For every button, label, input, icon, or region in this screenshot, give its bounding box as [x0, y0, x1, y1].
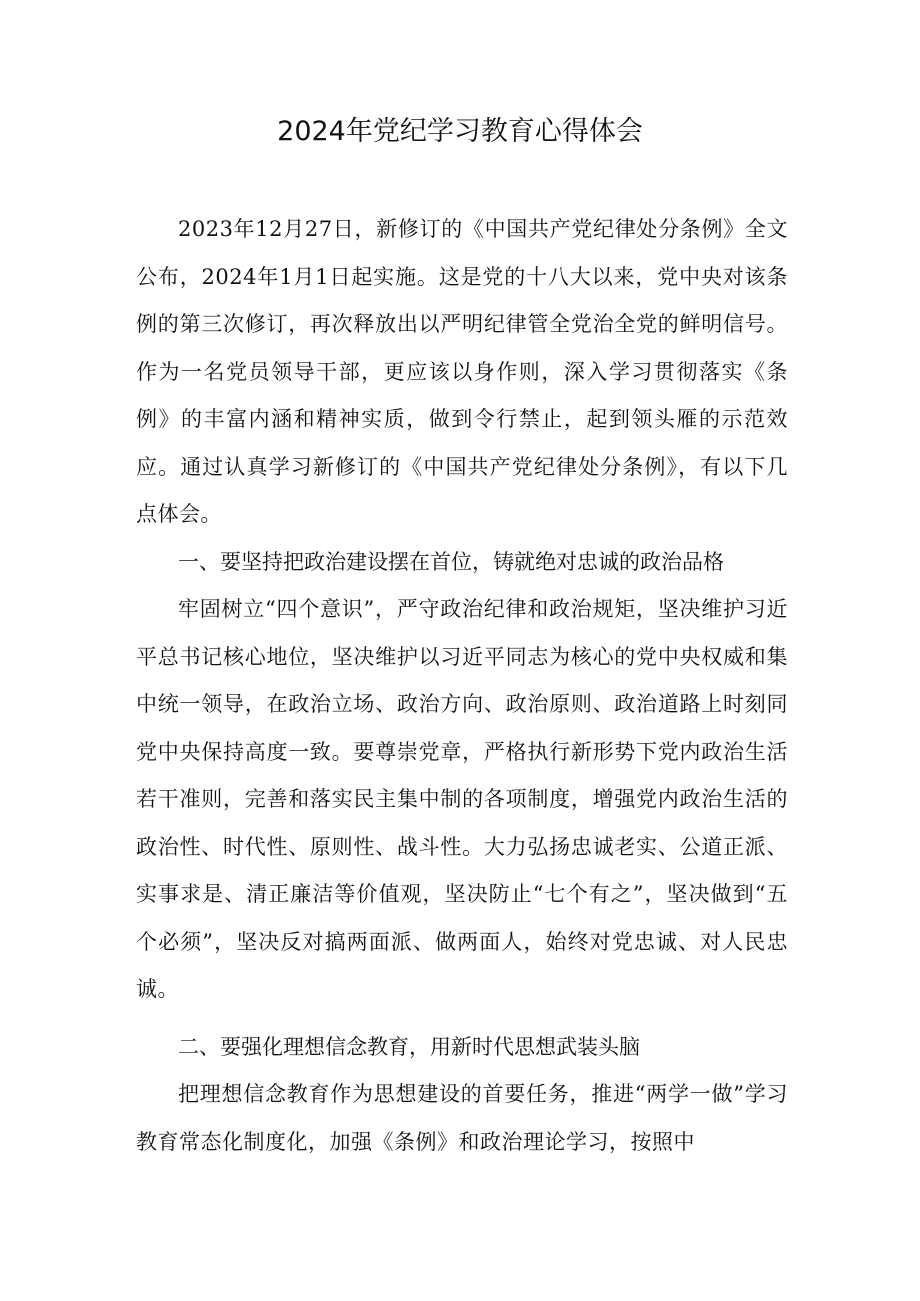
- section-1-paragraph: 牢固树立“四个意识”，严守政治纪律和政治规矩，坚决维护习近平总书记核心地位，坚决维护以习近平同志为核心的党中央权威和集中统一领导，在政治立场、政治方向、政治原则、政治道路上时刻同党中央保持高度一致。要尊崇党章，严格执行新形势下党内政治生活若干准则，完善和落实民主集中制的各项制度，增强党内政治生活的政治性、时代性、原则性、战斗性。大力弘扬忠诚老实、公道正派、实事求是、清正廉洁等价值观，坚决防止“七个有之”，坚决做到“五个必须”，坚决反对搞两面派、做两面人，始终对党忠诚、对人民忠诚。: [136, 597, 788, 1001]
- section-2-paragraph: 把理想信念教育作为思想建设的首要任务，推进“两学一做”学习教育常态化制度化，加强《条例》和政治理论学习，按照中: [136, 1082, 788, 1154]
- document-title: 2024年党纪学习教育心得体会: [277, 116, 643, 147]
- document-body: [136, 206, 788, 1166]
- section-heading-2: 二、要强化理想信念教育，用新时代思想武装头脑: [178, 1034, 640, 1059]
- section-heading-1: 一、要坚持把政治建设摆在首位，铸就绝对忠诚的政治品格: [178, 549, 724, 574]
- intro-paragraph: 2023年12月27日，新修订的《中国共产党纪律处分条例》全文公布，2024年1月1日起实施。这是党的十八大以来，党中央对该条例的第三次修订，再次释放出以严明纪律管全党治全党的鲜明信号。作为一名党员领导干部，更应该以身作则，深入学习贯彻落实《条例》的丰富内涵和精神实质，做到令行禁止，起到领头雁的示范效应。通过认真学习新修订的《中国共产党纪律处分条例》，有以下几点体会。: [136, 217, 788, 526]
